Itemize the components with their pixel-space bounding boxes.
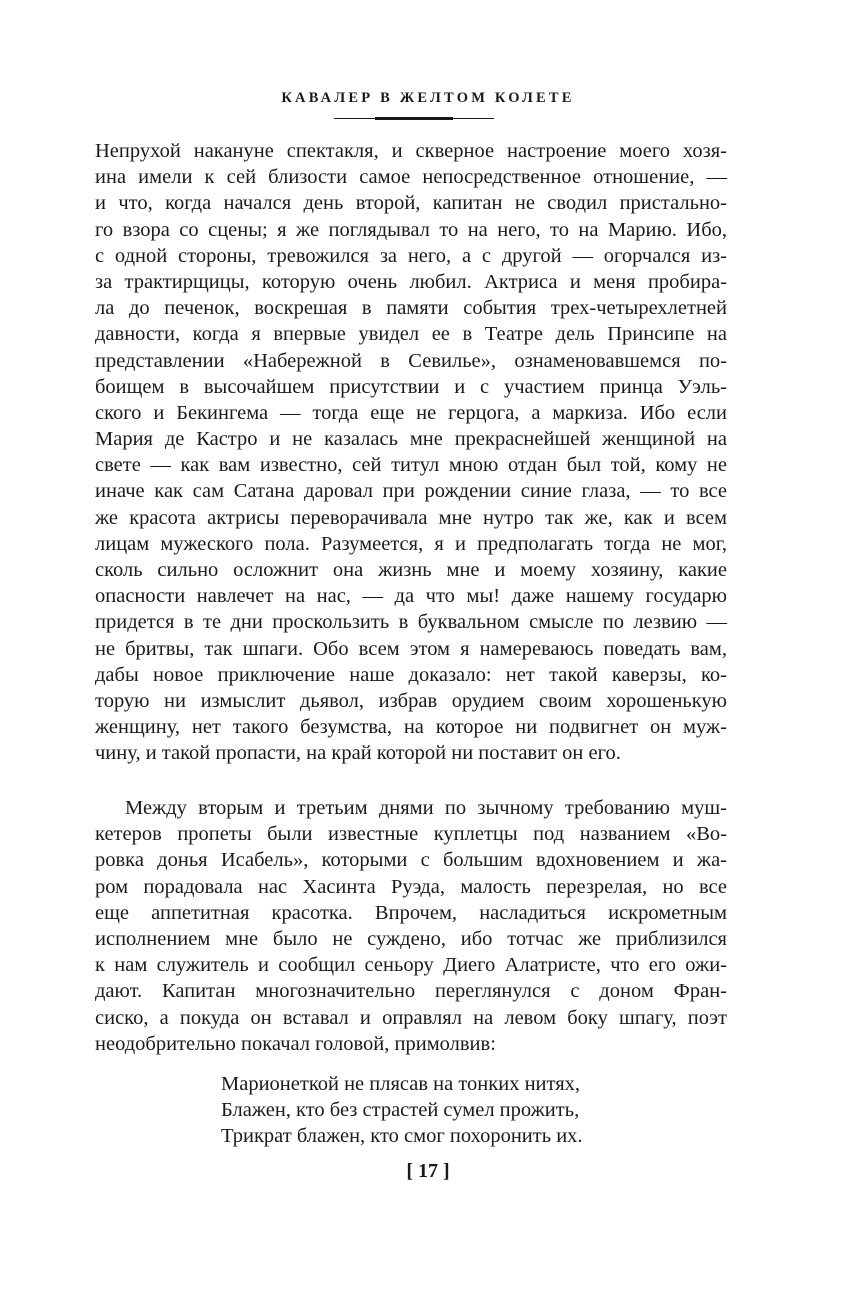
text-line: ла до печенок, воскрешая в памяти события трех-четырехлетней [95, 297, 727, 320]
verse-line: Трикрат блажен, кто смог похоронить их. [221, 1125, 583, 1148]
text-line: ром порадовала нас Хасинта Руэда, малость перезрелая, но все [95, 875, 727, 898]
paragraph-2 [95, 795, 727, 1057]
text-line: опасности навлечет на нас, — да что мы! даже нашему государю [95, 585, 727, 608]
text-line: ина имели к сей близости самое непосредственное отношение, — [95, 166, 727, 189]
text-line: представлении «Набережной в Севилье», ознаменовавшемся по- [95, 349, 727, 372]
text-line: с одной стороны, тревожился за него, а с другой — огорчался из- [95, 244, 727, 267]
text-line: же красота актрисы переворачивала мне нутро так же, как и всем [95, 506, 727, 529]
text-line: еще аппетитная красотка. Впрочем, насладиться искрометным [95, 901, 727, 924]
running-head: КАВАЛЕР В ЖЕЛТОМ КОЛЕТЕ [281, 90, 575, 106]
verse-line: Марионеткой не плясав на тонких нитях, [221, 1073, 581, 1095]
paragraph-1 [95, 138, 727, 767]
text-line: лицам мужеского пола. Разумеется, я и предполагать тогда не мог, [95, 532, 727, 555]
text-line: сиско, а покуда он вставал и оправлял на левом боку шпагу, поэт [95, 1006, 727, 1029]
text-line: дабы новое приключение наше доказало: нет такой каверзы, ко- [95, 663, 727, 686]
text-line: Непрухой накануне спектакля, и скверное настроение моего хозя- [95, 140, 727, 162]
page-number: [ 17 ] [406, 1160, 450, 1182]
text-line: Между вторым и третьим днями по зычному требованию муш- [125, 797, 727, 819]
text-line: го взора со сцены; я же поглядывал то на него, то на Марию. Ибо, [95, 218, 727, 241]
text-line: за трактирщицы, которую очень любил. Актриса и меня пробира- [95, 270, 727, 293]
text-line: торую ни измыслит дьявол, избрав орудием своим хорошенькую [95, 689, 727, 712]
verse [221, 1071, 583, 1150]
text-line: не бритвы, так шпаги. Обо всем этом я намереваюсь поведать вам, [95, 637, 727, 660]
header-rule-accent [375, 117, 453, 120]
text-line: к нам служитель и сообщил сеньору Диего Алатристе, что его ожи- [95, 954, 727, 977]
text-line: чину, и такой пропасти, на край которой ни поставит он его. [95, 742, 621, 765]
text-line: ровка донья Исабель», которыми с большим вдохновением и жа- [95, 849, 727, 872]
text-line: неодобрительно покачал головой, примолвив: [95, 1032, 496, 1055]
text-line: боищем в высочайшем присутствии и с участием принца Уэль- [95, 375, 727, 398]
text-line: Мария де Кастро и не казалась мне прекраснейшей женщиной на [95, 428, 727, 451]
text-line: свете — как вам известно, сей титул мною отдан был той, кому не [95, 454, 727, 477]
text-line: сколь сильно осложнит она жизнь мне и моему хозяину, какие [95, 559, 727, 581]
text-line: иначе как сам Сатана даровал при рождении синие глаза, — то все [95, 480, 727, 503]
text-line: ского и Бекингема — тогда еще не герцога, а маркиза. Ибо если [95, 401, 727, 424]
text-line: давности, когда я впервые увидел ее в Театре дель Принсипе на [95, 323, 727, 346]
text-line: и что, когда начался день второй, капитан не сводил пристально- [95, 192, 727, 215]
text-line: кетеров пропеты были известные куплетцы под названием «Во- [95, 823, 727, 846]
text-line: исполнением мне было не суждено, ибо тотчас же приблизился [95, 927, 727, 950]
text-line: женщину, нет такого безумства, на которое ни подвигнет он муж- [95, 716, 727, 739]
text-line: придется в те дни проскользить в буквальном смысле по лезвию — [95, 611, 727, 634]
text-line: дают. Капитан многозначительно переглянулся с доном Фран- [95, 980, 727, 1003]
verse-line: Блажен, кто без страстей сумел прожить, [221, 1099, 580, 1122]
